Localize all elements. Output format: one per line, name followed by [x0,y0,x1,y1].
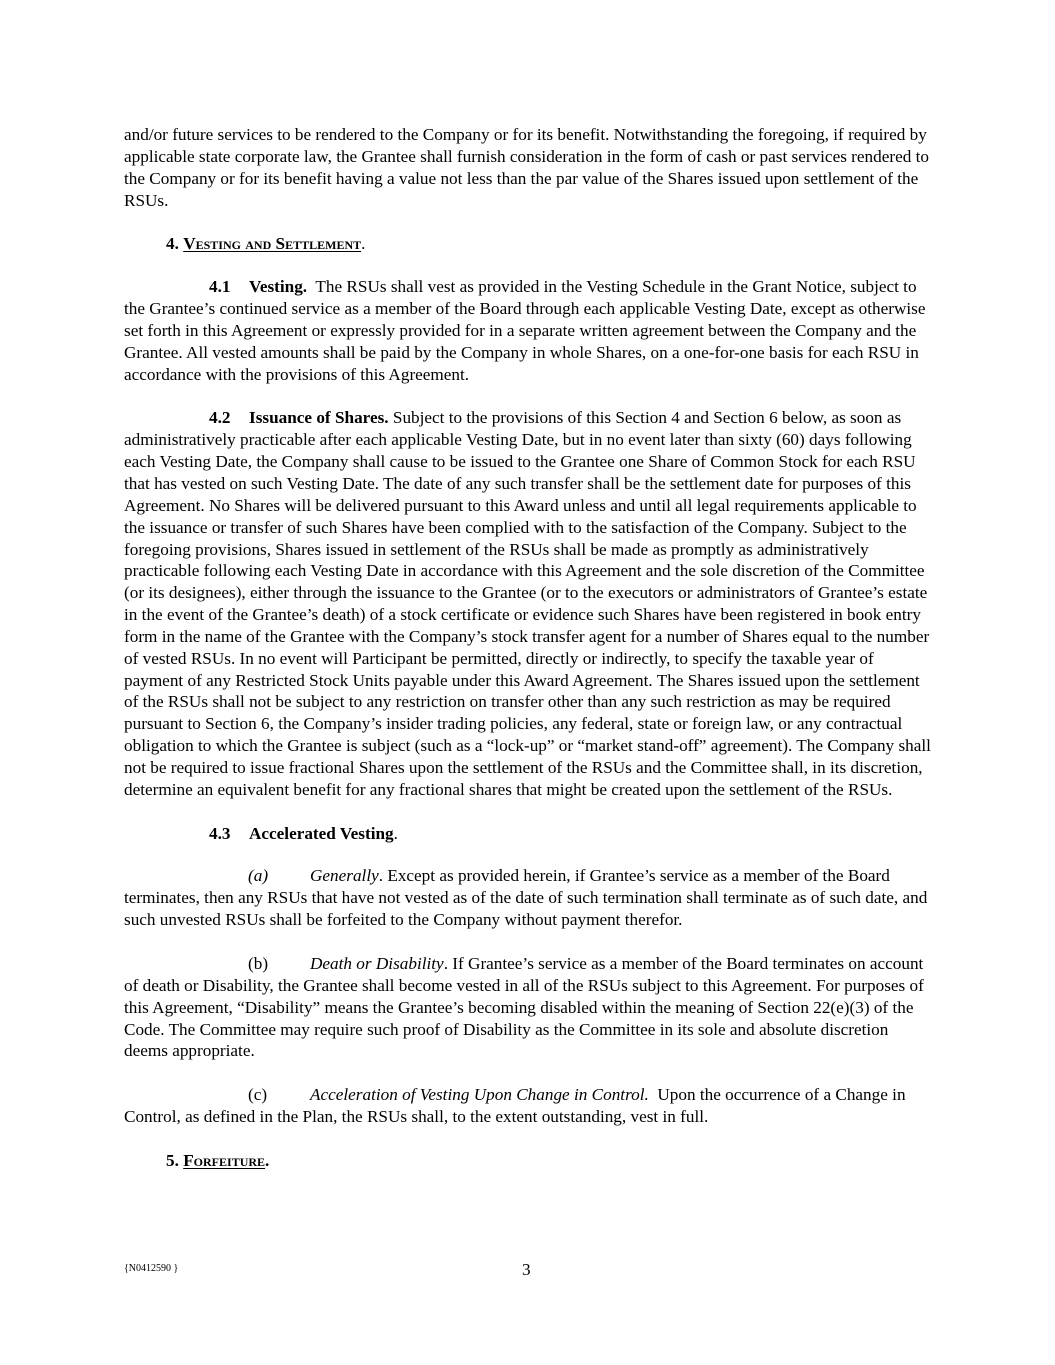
section-4-3-c-text: Upon the occurrence of a Change in Control, as defined in the Plan, the RSUs shall, to the extent outstanding, vest in full. [124,1085,906,1127]
section-4-3-b-text: If Grantee’s service as a member of the Board terminates on account of death or Disability, the Grantee shall become vested in all of the RSUs subject to this Agreement. For purposes of this Agreement, “Disability” means the Grantee’s becoming disabled within the meaning of Section 22(e)(3) of the Code. The Committee may require such proof of Disability as the Committee in its sole and absolute discretion deems appropriate. [124,954,924,1061]
section-5-number: 5. [166,1150,179,1170]
section-5-title-suffix: . [265,1150,270,1170]
section-4-3-b-label: (b) [248,954,269,973]
section-5-title: Forfeiture [183,1150,266,1170]
section-4-3-a-text: Except as provided herein, if Grantee’s service as a member of the Board terminates, then any RSUs that have not vested as of the date of such termination shall terminate as of such date, and such unvested RSUs shall be forfeited to the Company without payment therefor. [124,866,928,930]
section-4-3-c-title: Acceleration of Vesting Upon Change in Control. [310,1085,649,1105]
section-4-3-a-title: Generally [310,866,379,886]
section-4-3-a-label: (a) [248,866,269,886]
section-4-3-b-title: Death or Disability [310,954,444,973]
section-4-2-text: Subject to the provisions of this Section 4 and Section 6 below, as soon as administratively practicable after each applicable Vesting Date, but in no event later than sixty (60) days following each Vesting Date, the Company shall cause to be issued to the Grantee one Share of Common Stock for each RSU that has vested on such Vesting Date. The date of any such transfer shall be the settlement date for purposes of this Agreement. No Shares will be delivered pursuant to this Award unless and until all legal requirements applicable to the issuance or transfer of such Shares have been complied with to the satisfaction of the Company. Subject to the foregoing provisions, Shares issued in settlement of the RSUs shall be made as promptly as administratively practicable following each Vesting Date in accordance with this Agreement and the sole discretion of the Committee (or its designees), either through the issuance to the Grantee (or to the executors or administrators of Grantee’s estate in the event of the Grantee’s death) of a stock certificate or evidence such Shares have been registered in book entry form in the name of the Grantee with the Company’s stock transfer agent for a number of Shares equal to the number of vested RSUs. In no event will Participant be permitted, directly or indirectly, to specify the taxable year of payment of any Restricted Stock Units payable under this Award Agreement. The Shares issued upon the settlement of the RSUs shall not be subject to any restriction on transfer other than any such restriction as may be required pursuant to Section 6, the Company’s insider trading policies, any federal, state or foreign law, or any contractual obligation to which the Grantee is subject (such as a “lock-up” or “market stand-off” agreement). The Company shall not be required to issue fractional Shares upon the settlement of the RSUs and the Committee shall, in its discretion, determine an equivalent benefit for any fractional shares that might be created upon the settlement of the RSUs. [124,408,931,799]
section-4-heading [124,233,936,255]
section-4-1-text: The RSUs shall vest as provided in the Vesting Schedule in the Grant Notice, subject to the Grantee’s continued service as a member of the Board through each applicable Vesting Date, except as otherwise set forth in this Agreement or expressly provided for in a separate written agreement between the Company and the Grantee. All vested amounts shall be paid by the Company in whole Shares, on a one-for-one basis for each RSU in accordance with the provisions of this Agreement. [124,277,926,384]
section-4-2-number: 4.2 [209,408,231,428]
intro-paragraph: and/or future services to be rendered to the Company or for its benefit. Notwithstanding the foregoing, if required by applicable state corporate law, the Grantee shall furnish consideration in the form of cash or past services rendered to the Company or for its benefit having a value not less than the par value of the Shares issued upon settlement of the RSUs. [124,125,929,210]
section-4-title: Vesting and Settlement [183,234,362,254]
section-4-3-b-paragraph [124,953,936,1062]
section-4-1-title: Vesting. [249,277,308,297]
section-5-heading [124,1150,936,1172]
section-4-number: 4. [166,234,179,254]
section-4-title-suffix: . [361,234,366,254]
document-page [124,124,936,1193]
section-4-3-c-paragraph [124,1084,936,1128]
section-4-3-number: 4.3 [209,823,231,843]
section-4-2-paragraph [124,407,936,800]
section-4-3-title-suffix: . [393,823,398,843]
section-4-3-a-paragraph [124,865,936,931]
section-4-1-paragraph [124,276,936,385]
section-4-2-title: Issuance of Shares. [249,408,389,428]
section-4-3-heading [124,823,936,845]
footer-page-number: 3 [522,1260,531,1279]
section-4-3-b-title-suffix: . [443,954,448,973]
section-4-1-number: 4.1 [209,277,231,297]
section-4-3-c-label: (c) [248,1085,268,1105]
section-4-3-title: Accelerated Vesting [249,823,394,843]
section-4-3-a-title-suffix: . [378,866,384,886]
footer-document-id: {N0412590 } [124,1263,179,1274]
